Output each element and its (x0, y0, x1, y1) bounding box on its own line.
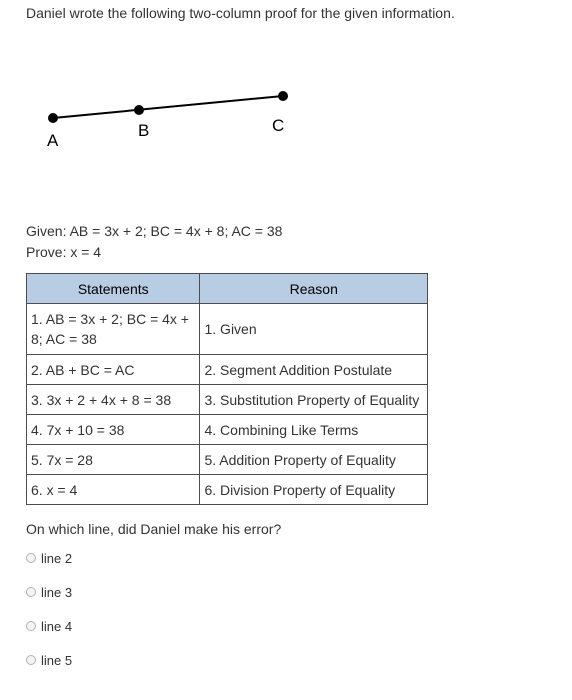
radio-button[interactable] (26, 621, 36, 631)
point-a-label: A (47, 131, 59, 150)
proof-row (27, 355, 428, 385)
option-line-4[interactable] (26, 616, 72, 636)
point-b-label: B (138, 121, 150, 140)
proof-row (27, 415, 428, 445)
reason-cell: 3. Substitution Property of Equality (200, 385, 428, 415)
option-line-3[interactable] (26, 582, 72, 602)
intro-text: Daniel wrote the following two-column proof for the given information. (26, 5, 455, 21)
radio-button[interactable] (26, 553, 36, 563)
radio-button[interactable] (26, 655, 36, 665)
statement-cell: 6. x = 4 (27, 475, 200, 505)
reason-cell: 5. Addition Property of Equality (200, 445, 428, 475)
reason-cell: 1. Given (200, 304, 428, 355)
point-a-dot (48, 113, 58, 123)
option-line-2[interactable] (26, 548, 72, 568)
option-line-5[interactable] (26, 650, 72, 670)
reason-header: Reason (200, 274, 428, 304)
statement-cell: 2. AB + BC = AC (27, 355, 200, 385)
statement-cell: 1. AB = 3x + 2; BC = 4x + 8; AC = 38 (27, 304, 200, 355)
proof-header-row (27, 274, 428, 304)
proof-row (27, 304, 428, 355)
segment-line (53, 96, 283, 118)
statement-cell: 4. 7x + 10 = 38 (27, 415, 200, 445)
proof-row (27, 385, 428, 415)
statements-header: Statements (27, 274, 200, 304)
point-c-label: C (272, 116, 285, 135)
option-label: line 2 (41, 550, 73, 566)
reason-cell: 4. Combining Like Terms (200, 415, 428, 445)
proof-row (27, 445, 428, 475)
given-block (26, 221, 282, 263)
proof-row (27, 475, 428, 505)
option-label: line 3 (41, 584, 73, 600)
statement-cell: 5. 7x = 28 (27, 445, 200, 475)
prove-text: Prove: x = 4 (26, 244, 102, 260)
segment-diagram (0, 0, 572, 200)
statement-cell: 3. 3x + 2 + 4x + 8 = 38 (27, 385, 200, 415)
given-text: Given: AB = 3x + 2; BC = 4x + 8; AC = 38 (26, 223, 283, 239)
point-b-dot (134, 105, 144, 115)
option-label: line 4 (41, 618, 73, 634)
option-label: line 5 (41, 652, 73, 668)
proof-table (26, 273, 428, 505)
reason-cell: 6. Division Property of Equality (200, 475, 428, 505)
question-text: On which line, did Daniel make his error? (26, 521, 282, 537)
answer-options (26, 548, 72, 684)
radio-button[interactable] (26, 587, 36, 597)
reason-cell: 2. Segment Addition Postulate (200, 355, 428, 385)
point-c-dot (278, 91, 288, 101)
